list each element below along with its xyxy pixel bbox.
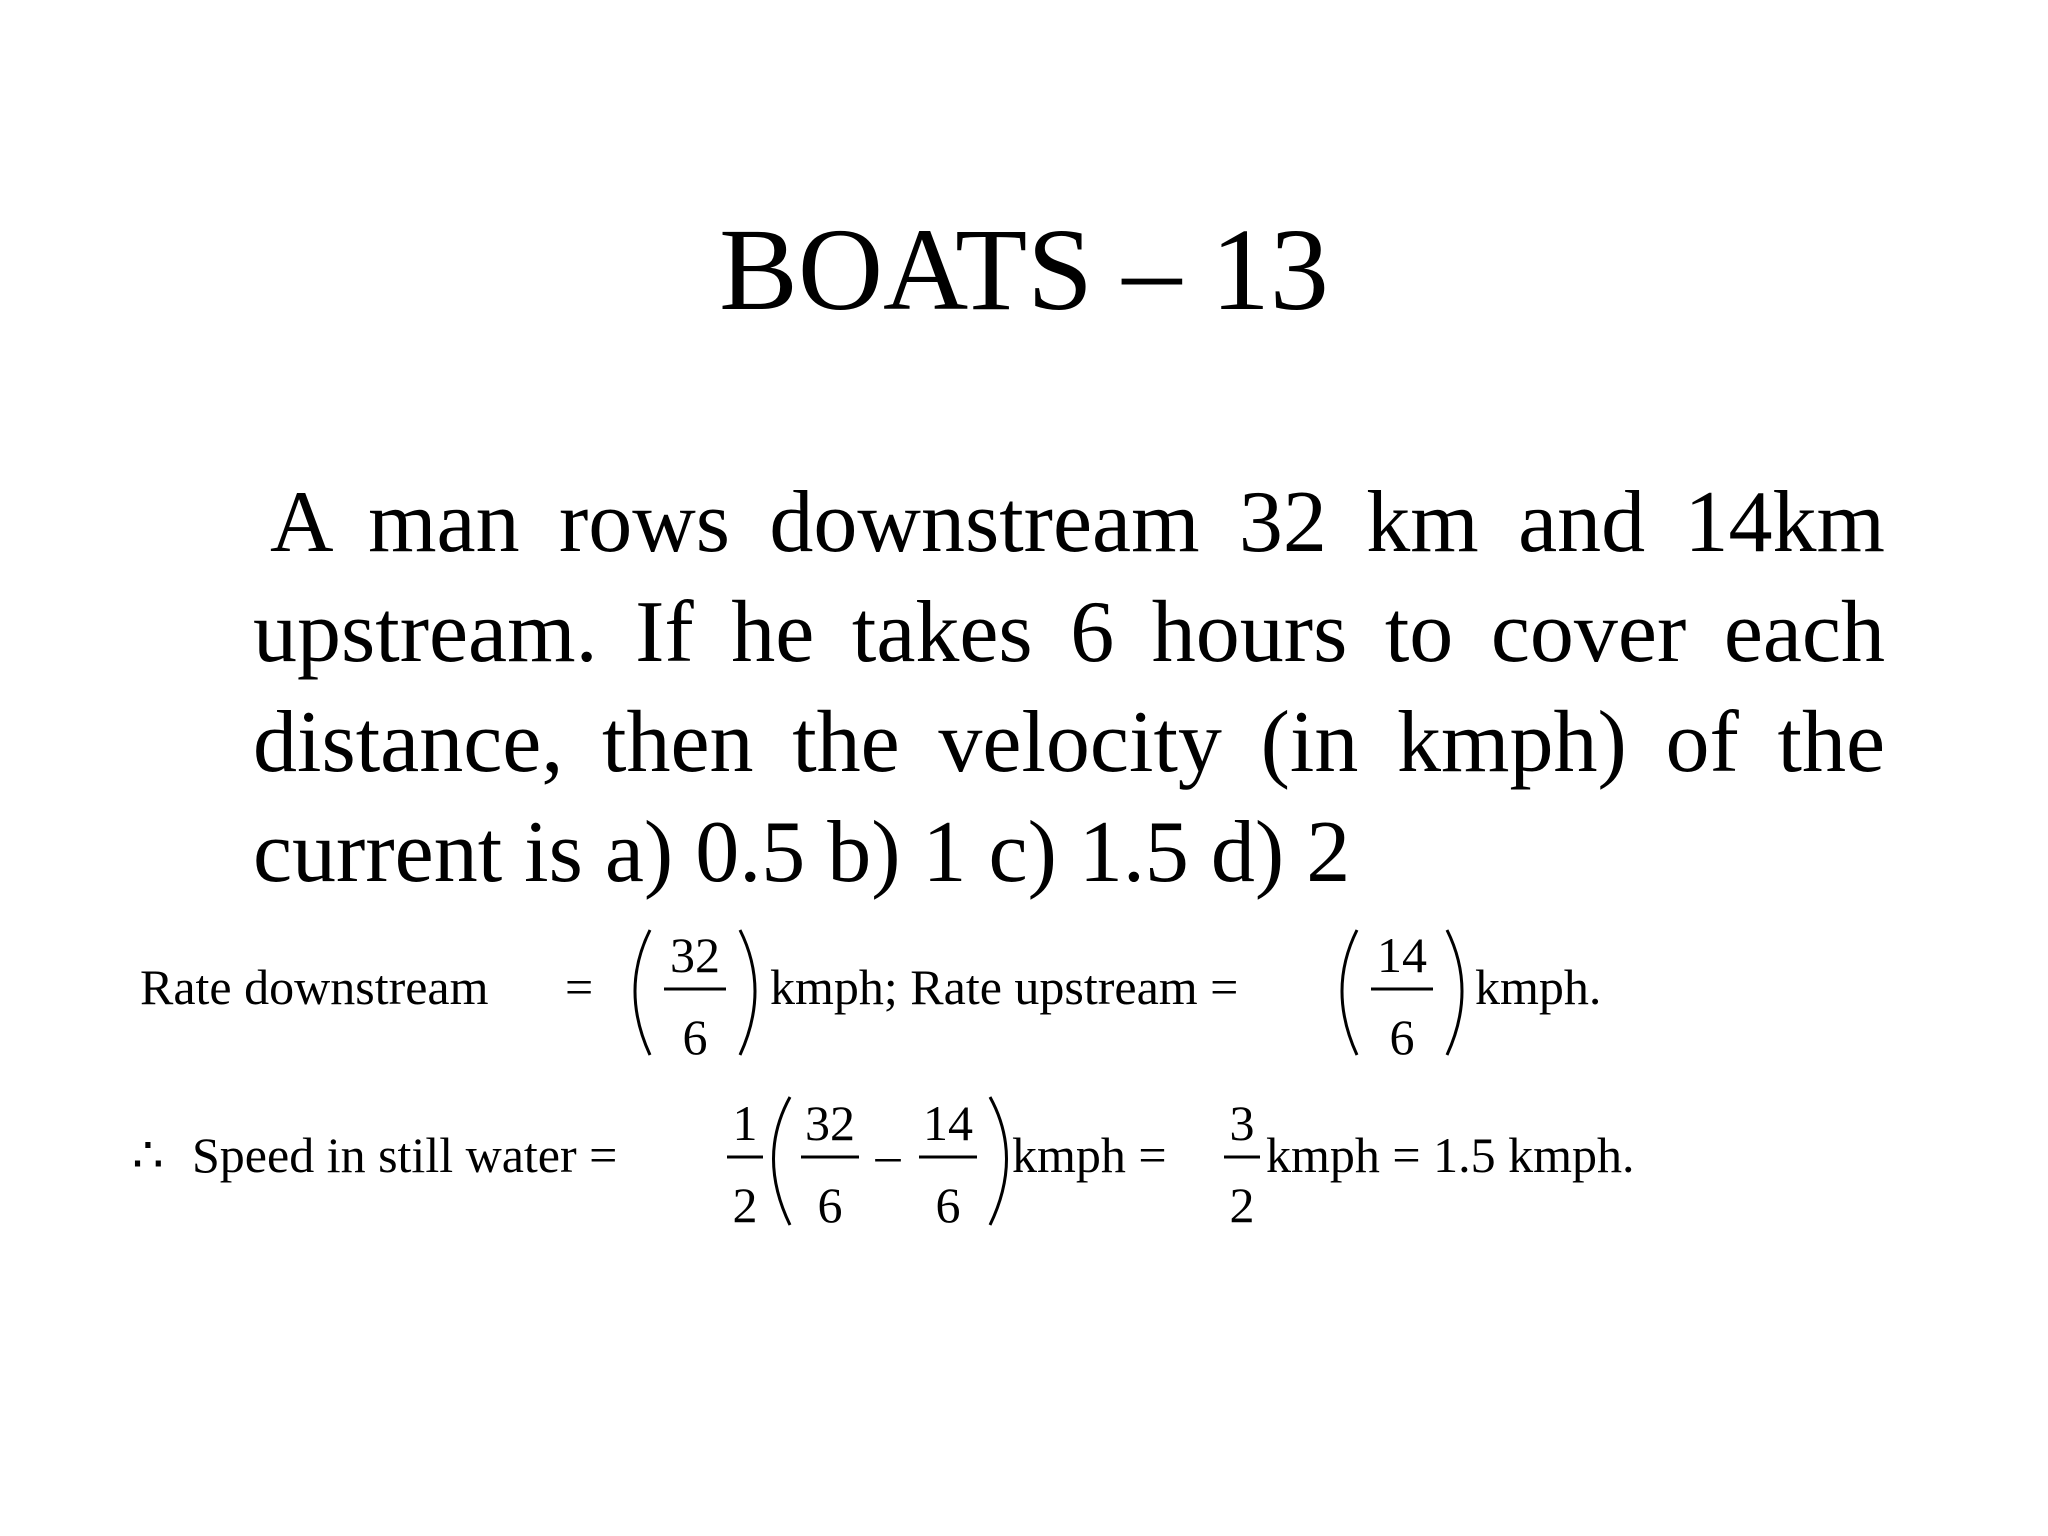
- question-line: A man rows downstream 32 km and 14km: [270, 474, 1885, 571]
- minus-sign: –: [875, 1127, 901, 1183]
- fraction-denominator: 6: [935, 1177, 961, 1233]
- fraction-denominator: 6: [682, 1009, 708, 1065]
- kmph-equals-text: kmph =: [1012, 1127, 1167, 1183]
- therefore-symbol: ∴: [132, 1127, 164, 1183]
- right-paren: [740, 930, 755, 1055]
- speed-label: Speed in still water =: [192, 1127, 618, 1183]
- question-line: distance, then the velocity (in kmph) of the: [253, 694, 1885, 791]
- right-paren: [990, 1097, 1007, 1225]
- final-answer-text: kmph = 1.5 kmph.: [1266, 1127, 1635, 1183]
- left-paren: [1342, 930, 1357, 1055]
- fraction-numerator: 3: [1229, 1095, 1255, 1151]
- equals-sign: =: [565, 959, 594, 1015]
- fraction-denominator: 2: [1229, 1177, 1255, 1233]
- fraction-numerator: 14: [923, 1095, 973, 1151]
- left-paren: [635, 930, 650, 1055]
- right-paren: [1447, 930, 1462, 1055]
- rate-downstream-label: Rate downstream: [140, 959, 489, 1015]
- slide-title: BOATS – 13: [719, 204, 1329, 335]
- rate-upstream-text: kmph; Rate upstream =: [770, 959, 1239, 1015]
- speed-equation: [132, 1095, 1634, 1233]
- fraction-numerator: 32: [670, 927, 720, 983]
- fraction-denominator: 6: [817, 1177, 843, 1233]
- fraction-numerator: 14: [1377, 927, 1427, 983]
- rate-equation: [140, 927, 1601, 1065]
- fraction-denominator: 6: [1389, 1009, 1415, 1065]
- question-line: upstream. If he takes 6 hours to cover each: [253, 584, 1885, 681]
- fraction-numerator: 1: [732, 1095, 758, 1151]
- left-paren: [774, 1097, 791, 1225]
- question-text: [253, 468, 1885, 908]
- kmph-text: kmph.: [1475, 959, 1602, 1015]
- question-line: current is a) 0.5 b) 1 c) 1.5 d) 2: [253, 804, 1351, 901]
- fraction-denominator: 2: [732, 1177, 758, 1233]
- fraction-numerator: 32: [805, 1095, 855, 1151]
